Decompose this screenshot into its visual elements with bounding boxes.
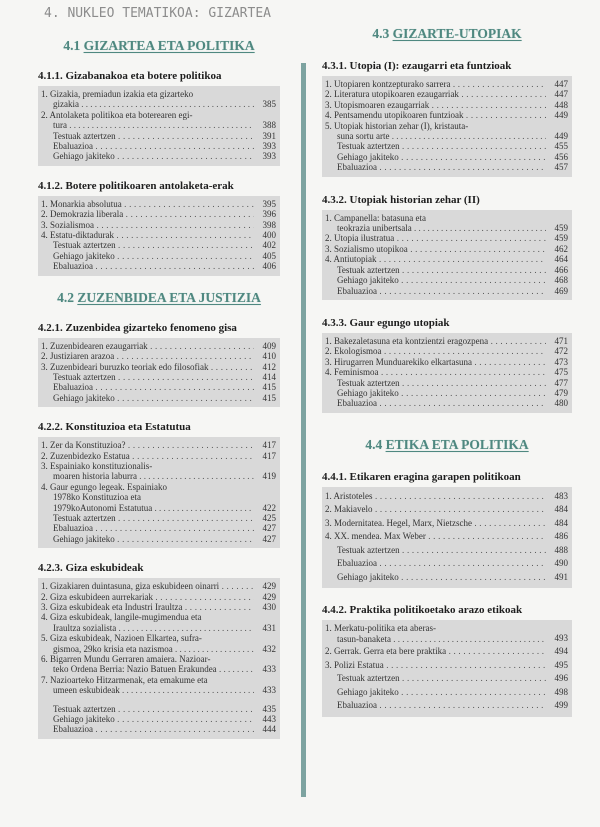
entry-text: 2. Zuzenbidezko Estatua . . .	[41, 451, 254, 461]
toc-box	[38, 196, 280, 276]
page-number: 472	[554, 346, 568, 357]
toc-entry[interactable]	[325, 623, 568, 645]
entry-text: Gehiago jakiteko . . .	[325, 275, 546, 285]
page-number: 406	[262, 261, 276, 272]
entry-text: Ebaluazioa . . .	[41, 261, 254, 271]
toc-entry[interactable]	[325, 244, 568, 254]
toc-entry[interactable]	[325, 645, 568, 659]
unit-title	[322, 437, 572, 453]
column-divider	[301, 63, 306, 797]
toc-entry[interactable]	[41, 209, 276, 219]
toc-entry[interactable]	[41, 714, 276, 724]
entry-text: 1. Gizakiaren duintasuna, giza eskubideen oinarri . . .	[41, 581, 254, 591]
page-number: 466	[554, 264, 568, 275]
entry-text: 2. Giza eskubideen aurrekariak . . .	[41, 592, 254, 602]
unit-name[interactable]: ETIKA ETA POLITIKA	[385, 436, 529, 452]
page-number: 449	[554, 110, 568, 121]
page-number: 427	[262, 533, 276, 544]
toc-entry[interactable]	[325, 357, 568, 367]
entry-text: gismoa, 29ko krisia eta nazismoa . . .	[41, 644, 254, 654]
toc-entry[interactable]	[325, 286, 568, 296]
page-number: 402	[262, 240, 276, 251]
toc-box	[322, 76, 572, 177]
page-number: 425	[262, 512, 276, 523]
page-number: 499	[554, 700, 568, 711]
entry-text: Testuak aztertzen . . .	[41, 704, 254, 714]
entry-text: Testuak aztertzen . . .	[41, 513, 254, 523]
entry-text: Gehiago jakiteko . . .	[41, 534, 254, 544]
toc-entry[interactable]	[41, 461, 276, 482]
page-number: 447	[554, 79, 568, 89]
toc-entry[interactable]	[41, 675, 276, 696]
entry-text: 3. Zuzenbideari buruzko teoriak edo filosofiak . . .	[41, 362, 254, 372]
entry-text: Ebaluazioa . . .	[41, 382, 254, 392]
page-number: 488	[554, 544, 568, 555]
toc-box	[38, 578, 280, 739]
toc-entry[interactable]	[41, 240, 276, 250]
page-number: 417	[262, 450, 276, 461]
toc-box	[38, 437, 280, 548]
unit-number: 4.4	[365, 436, 383, 452]
page-number: 429	[262, 581, 276, 592]
entry-text: Testuak aztertzen . . .	[325, 378, 546, 388]
entry-text: Testuak aztertzen . . .	[325, 141, 546, 151]
toc-section	[38, 421, 280, 548]
page-number: 393	[262, 151, 276, 162]
page-number: 412	[262, 361, 276, 372]
page-number: 484	[554, 517, 568, 528]
toc-entry[interactable]	[41, 602, 276, 612]
unit-name[interactable]: GIZARTEA ETA POLITIKA	[83, 38, 255, 53]
page-number: 471	[554, 335, 568, 346]
page-number: 433	[262, 664, 276, 675]
toc-entry[interactable]	[325, 100, 568, 110]
toc-entry[interactable]	[41, 110, 276, 131]
toc-entry[interactable]	[325, 398, 568, 408]
toc-section	[38, 322, 280, 407]
entry-text: 2. Justiziaren arazoa . . .	[41, 351, 254, 361]
entry-text: 4. XX. mendea. Max Weber . . .	[325, 530, 546, 544]
page-number: 468	[554, 275, 568, 286]
toc-entry[interactable]	[325, 79, 568, 89]
page-number: 414	[262, 371, 276, 382]
toc-entry[interactable]	[325, 213, 568, 234]
section-title[interactable]: 4.4.2. Praktika politikoetako arazo etikoak	[322, 604, 523, 617]
unit-title	[38, 290, 280, 306]
page-number: 431	[262, 622, 276, 633]
toc-entry[interactable]	[325, 686, 568, 700]
entry-text: 4. Gaur egungo legeak. Espainiako	[41, 481, 167, 492]
page-number: 495	[554, 659, 568, 670]
toc-entry[interactable]	[325, 254, 568, 264]
page-number: 477	[554, 377, 568, 388]
entry-text: 7. Nazioarteko Hitzarmenak, eta emakume eta	[41, 674, 208, 685]
entry-text: 4. Pentsamendu utopikoaren funtzioak . . .	[325, 110, 546, 120]
toc-entry[interactable]	[325, 152, 568, 162]
entry-text: tasun-banaketa . . .	[325, 634, 546, 645]
page-number: 393	[262, 141, 276, 152]
entry-text: 1978ko Konstituzioa eta	[53, 492, 141, 503]
entry-text: 4. Antiutopiak . . .	[325, 254, 546, 264]
entry-lines	[41, 482, 254, 513]
entry-text: 5. Utopiak historian zehar (I), kristauta-	[325, 120, 469, 131]
page-number: 483	[554, 490, 568, 501]
entry-text: 1. Gizakia, premiadun izakia eta gizarteko	[41, 89, 194, 99]
page-number: 479	[554, 387, 568, 398]
entry-text: 2. Ekologismoa . . .	[325, 346, 546, 356]
toc-entry[interactable]	[325, 367, 568, 377]
toc-section	[322, 604, 572, 717]
entry-text: Gehiago jakiteko . . .	[325, 686, 546, 700]
toc-entry[interactable]	[41, 704, 276, 714]
toc-box	[322, 210, 572, 300]
toc-entry[interactable]	[325, 336, 568, 346]
toc-entry[interactable]	[41, 440, 276, 450]
toc-entry[interactable]	[41, 592, 276, 602]
entry-lines	[41, 461, 254, 482]
entry-lines	[41, 633, 254, 654]
entry-text: 3. Hirugarren Munduarekiko elkartasuna . . .	[325, 357, 546, 367]
page-number: 398	[262, 219, 276, 230]
entry-text: Ebaluazioa . . .	[325, 162, 546, 172]
section-title[interactable]: 4.2.2. Konstituzioa eta Estatutua	[38, 421, 191, 434]
entry-text: Ebaluazioa . . .	[325, 557, 546, 571]
page-number: 475	[554, 367, 568, 378]
unit-name[interactable]: GIZARTE-UTOPIAK	[392, 26, 522, 41]
section-title[interactable]: 4.3.1. Utopia (I): ezaugarri eta funtzioak	[322, 60, 512, 72]
page-number: 490	[554, 558, 568, 569]
unit-number: 4.1	[63, 38, 81, 53]
entry-text: 3. Modernitatea. Hegel, Marx, Nietzsche . . .	[325, 517, 546, 531]
toc-entry[interactable]	[41, 141, 276, 151]
toc-entry[interactable]	[41, 131, 276, 141]
entry-text: 1. Utopiaren kontzepturako sarrera . . .	[325, 79, 546, 89]
page-number: 486	[554, 531, 568, 542]
toc-entry[interactable]	[325, 162, 568, 172]
page-number: 469	[554, 285, 568, 296]
entry-text: Testuak aztertzen . . .	[41, 240, 254, 250]
toc-entry[interactable]	[325, 265, 568, 275]
page-number: 430	[262, 602, 276, 612]
toc-entry[interactable]	[325, 346, 568, 356]
toc-section	[38, 180, 280, 276]
toc-entry[interactable]	[41, 581, 276, 591]
toc-section	[322, 471, 572, 589]
page-number: 409	[262, 340, 276, 351]
toc-entry[interactable]	[41, 482, 276, 513]
page-number: 405	[262, 250, 276, 261]
toc-entry[interactable]	[41, 251, 276, 261]
toc-entry[interactable]	[41, 89, 276, 110]
toc-entry[interactable]	[325, 517, 568, 531]
entry-lines	[41, 675, 254, 696]
toc-entry[interactable]	[325, 89, 568, 99]
entry-text: suna sortu arte . . .	[325, 131, 546, 141]
toc-entry[interactable]	[41, 351, 276, 361]
toc-entry[interactable]	[325, 503, 568, 517]
page-number: 473	[554, 356, 568, 367]
page-number: 444	[262, 724, 276, 735]
section-title[interactable]: 4.4.1. Etikaren eragina garapen politikoan	[322, 470, 521, 483]
page-number: 429	[262, 591, 276, 602]
toc-entry[interactable]	[325, 110, 568, 120]
entry-text: 5. Giza eskubideak, Nazioen Elkartea, sufra-	[41, 633, 202, 644]
toc-entry[interactable]	[41, 633, 276, 654]
page-number: 491	[554, 571, 568, 582]
entry-text: Testuak aztertzen . . .	[325, 544, 546, 558]
page-number: 427	[262, 523, 276, 534]
toc-entry[interactable]	[325, 121, 568, 142]
toc-entry[interactable]	[41, 362, 276, 372]
section-title[interactable]: 4.2.1. Zuzenbidea gizarteko fenomeno gisa	[38, 321, 237, 334]
toc-entry[interactable]	[41, 534, 276, 544]
spacer	[41, 696, 276, 704]
page-number: 396	[262, 209, 276, 220]
entry-text: Gehiago jakiteko . . .	[325, 571, 546, 585]
entry-text: Testuak aztertzen . . .	[41, 372, 254, 382]
section-title[interactable]: 4.1.2. Botere politikoaren antolaketa-erak	[38, 179, 234, 192]
page-number: 456	[554, 151, 568, 162]
toc-box	[322, 487, 572, 589]
toc-entry[interactable]	[325, 557, 568, 571]
unit-title	[322, 26, 572, 42]
entry-text: 2. Literatura utopikoaren ezaugarriak . . .	[325, 89, 546, 99]
entry-text: 3. Sozialismoa . . .	[41, 220, 254, 230]
entry-text: Testuak aztertzen . . .	[41, 131, 254, 141]
page-title: 4. NUKLEO TEMATIKOA: GIZARTEA	[44, 6, 271, 21]
page-number: 480	[554, 398, 568, 409]
page-number: 494	[554, 646, 568, 657]
toc-entry[interactable]	[325, 233, 568, 243]
entry-text: Gehiago jakiteko . . .	[41, 151, 254, 161]
entry-text: Ebaluazioa . . .	[41, 141, 254, 151]
toc-entry[interactable]	[325, 378, 568, 388]
toc-entry[interactable]	[41, 513, 276, 523]
unit-name[interactable]: ZUZENBIDEA ETA JUSTIZIA	[77, 289, 261, 305]
entry-text: 1. Zuzenbidearen ezaugarriak . . .	[41, 341, 254, 351]
page-number: 419	[262, 471, 276, 482]
page-number: 447	[554, 89, 568, 100]
toc-section	[322, 194, 572, 300]
unit-number: 4.2	[57, 289, 74, 305]
entry-text: 4. Feminismoa . . .	[325, 367, 546, 377]
entry-text: 1. Merkatu-politika eta aberas-	[325, 623, 436, 634]
toc-entry[interactable]	[325, 530, 568, 544]
page-number: 455	[554, 141, 568, 152]
page-number: 464	[554, 254, 568, 265]
toc-entry[interactable]	[41, 230, 276, 240]
toc-entry[interactable]	[325, 141, 568, 151]
entry-text: 1. Bakezaletasuna eta kontzientzi eragozpena . . .	[325, 336, 546, 346]
entry-text: Ebaluazioa . . .	[325, 398, 546, 408]
entry-text: Gehiago jakiteko . . .	[325, 152, 546, 162]
page-number: 459	[554, 233, 568, 244]
toc-section	[38, 562, 280, 739]
page-number: 484	[554, 504, 568, 515]
entry-text: Ebaluazioa . . .	[41, 523, 254, 533]
entry-text: 3. Espainiako konstituzionalis-	[41, 460, 153, 471]
toc-section	[38, 70, 280, 166]
entry-text: 1. Zer da Konstituzioa? . . .	[41, 440, 254, 450]
page-number: 391	[262, 130, 276, 141]
entry-text: 1. Aristoteles . . .	[325, 490, 546, 504]
toc-entry[interactable]	[41, 724, 276, 734]
entry-text: Gehiago jakiteko . . .	[41, 251, 254, 261]
entry-text: 3. Polizi Estatua . . .	[325, 659, 546, 673]
toc-entry[interactable]	[41, 151, 276, 161]
toc-entry[interactable]	[41, 382, 276, 392]
section-title[interactable]: 4.3.3. Gaur egungo utopiak	[322, 316, 450, 329]
entry-text: Testuak aztertzen . . .	[325, 672, 546, 686]
entry-text: Testuak aztertzen . . .	[325, 265, 546, 275]
entry-text: 2. Gerrak. Gerra eta bere praktika . . .	[325, 645, 546, 659]
entry-text: 3. Utopismoaren ezaugarriak . . .	[325, 100, 546, 110]
unit-title-4-1	[38, 38, 280, 54]
toc-entry[interactable]	[41, 612, 276, 633]
page-number: 417	[262, 440, 276, 451]
section-title[interactable]: 4.2.3. Giza eskubideak	[38, 562, 144, 575]
page-number: 459	[554, 223, 568, 234]
toc-box	[322, 620, 572, 717]
page-number: 448	[554, 99, 568, 110]
entry-text: Gehiago jakiteko . . .	[41, 714, 254, 724]
entry-text: Ebaluazioa . . .	[325, 699, 546, 713]
toc-entry[interactable]	[325, 275, 568, 285]
entry-text: umeen eskubideak . . .	[41, 685, 254, 695]
page-number: 435	[262, 703, 276, 714]
page-number: 449	[554, 131, 568, 142]
entry-lines	[41, 110, 254, 131]
entry-text: 4. Giza eskubideak, langile-mugimendua eta	[41, 612, 202, 623]
toc-entry[interactable]	[325, 571, 568, 585]
toc-entry[interactable]	[41, 199, 276, 209]
toc-entry[interactable]	[41, 261, 276, 271]
toc-section	[322, 60, 572, 177]
page-number: 395	[262, 198, 276, 209]
unit-number: 4.3	[372, 26, 390, 41]
entry-text: Iraultza sozialista . . .	[41, 623, 254, 633]
entry-text: Gehiago jakiteko . . .	[325, 388, 546, 398]
toc-entry[interactable]	[325, 659, 568, 673]
entry-text: Ebaluazioa . . .	[325, 286, 546, 296]
entry-text: tura . . .	[41, 120, 254, 130]
toc-entry[interactable]	[41, 220, 276, 230]
toc-box	[322, 333, 572, 413]
page-number: 496	[554, 673, 568, 684]
entry-text: 3. Giza eskubideak eta Industri Iraultza . . .	[41, 602, 254, 612]
entry-text: 1. Campanella: batasuna eta	[325, 212, 426, 223]
entry-lines	[325, 213, 546, 234]
section-title[interactable]: 4.1.1. Gizabanakoa eta botere politikoa	[38, 70, 222, 82]
page-number: 422	[262, 502, 276, 513]
entry-text: 1. Monarkia absolutua . . .	[41, 199, 254, 209]
page-number: 457	[554, 162, 568, 173]
entry-text: 2. Demokrazia liberala . . .	[41, 209, 254, 219]
toc-box	[38, 86, 280, 166]
toc-entry[interactable]	[41, 654, 276, 675]
entry-lines	[41, 654, 254, 675]
entry-text: 1979koAutonomi Estatutua . . .	[41, 503, 254, 513]
page-number: 415	[262, 392, 276, 403]
toc-entry[interactable]	[41, 341, 276, 351]
toc-entry[interactable]	[325, 544, 568, 558]
page-number: 493	[554, 632, 568, 643]
section-title[interactable]: 4.3.2. Utopiak historian zehar (II)	[322, 193, 480, 206]
page-number: 433	[262, 685, 276, 696]
page-number: 385	[262, 99, 276, 110]
entry-lines	[41, 89, 254, 110]
toc-box	[38, 338, 280, 407]
toc-entry[interactable]	[325, 672, 568, 686]
entry-text: Ebaluazioa . . .	[41, 724, 254, 734]
toc-entry[interactable]	[41, 372, 276, 382]
toc-section	[322, 317, 572, 413]
entry-text: 2. Utopia ilustratua . . .	[325, 233, 546, 243]
entry-text: Gehiago jakiteko . . .	[41, 393, 254, 403]
toc-entry[interactable]	[325, 388, 568, 398]
entry-text: teko Ordena Berria: Nazio Batuen Erakundea . . .	[41, 664, 254, 674]
page-number: 410	[262, 351, 276, 362]
page-number: 443	[262, 714, 276, 725]
entry-lines	[41, 612, 254, 633]
entry-lines	[325, 623, 546, 645]
page-number: 498	[554, 686, 568, 697]
page-number: 388	[262, 120, 276, 131]
entry-text: 4. Estatu-diktadurak . . .	[41, 230, 254, 240]
entry-text: 2. Makiavelo . . .	[325, 503, 546, 517]
entry-text: 3. Sozialismo utopikoa . . .	[325, 244, 546, 254]
entry-text: teokrazia unibertsala . . .	[325, 223, 546, 233]
entry-text: gizakia . . .	[41, 99, 254, 109]
toc-entry[interactable]	[325, 490, 568, 504]
page-number: 462	[554, 243, 568, 254]
toc-entry[interactable]	[41, 393, 276, 403]
entry-text: 6. Bigarren Mundu Gerraren amaiera. Nazioar-	[41, 654, 211, 665]
entry-lines	[325, 121, 546, 142]
toc-entry[interactable]	[325, 699, 568, 713]
entry-text: moaren historia laburra . . .	[41, 471, 254, 481]
page-number: 432	[262, 643, 276, 654]
page-number: 415	[262, 382, 276, 393]
page-number: 400	[262, 230, 276, 241]
toc-entry[interactable]	[41, 523, 276, 533]
entry-text: 2. Antolaketa politikoa eta boterearen egi-	[41, 109, 193, 120]
toc-entry[interactable]	[41, 451, 276, 461]
